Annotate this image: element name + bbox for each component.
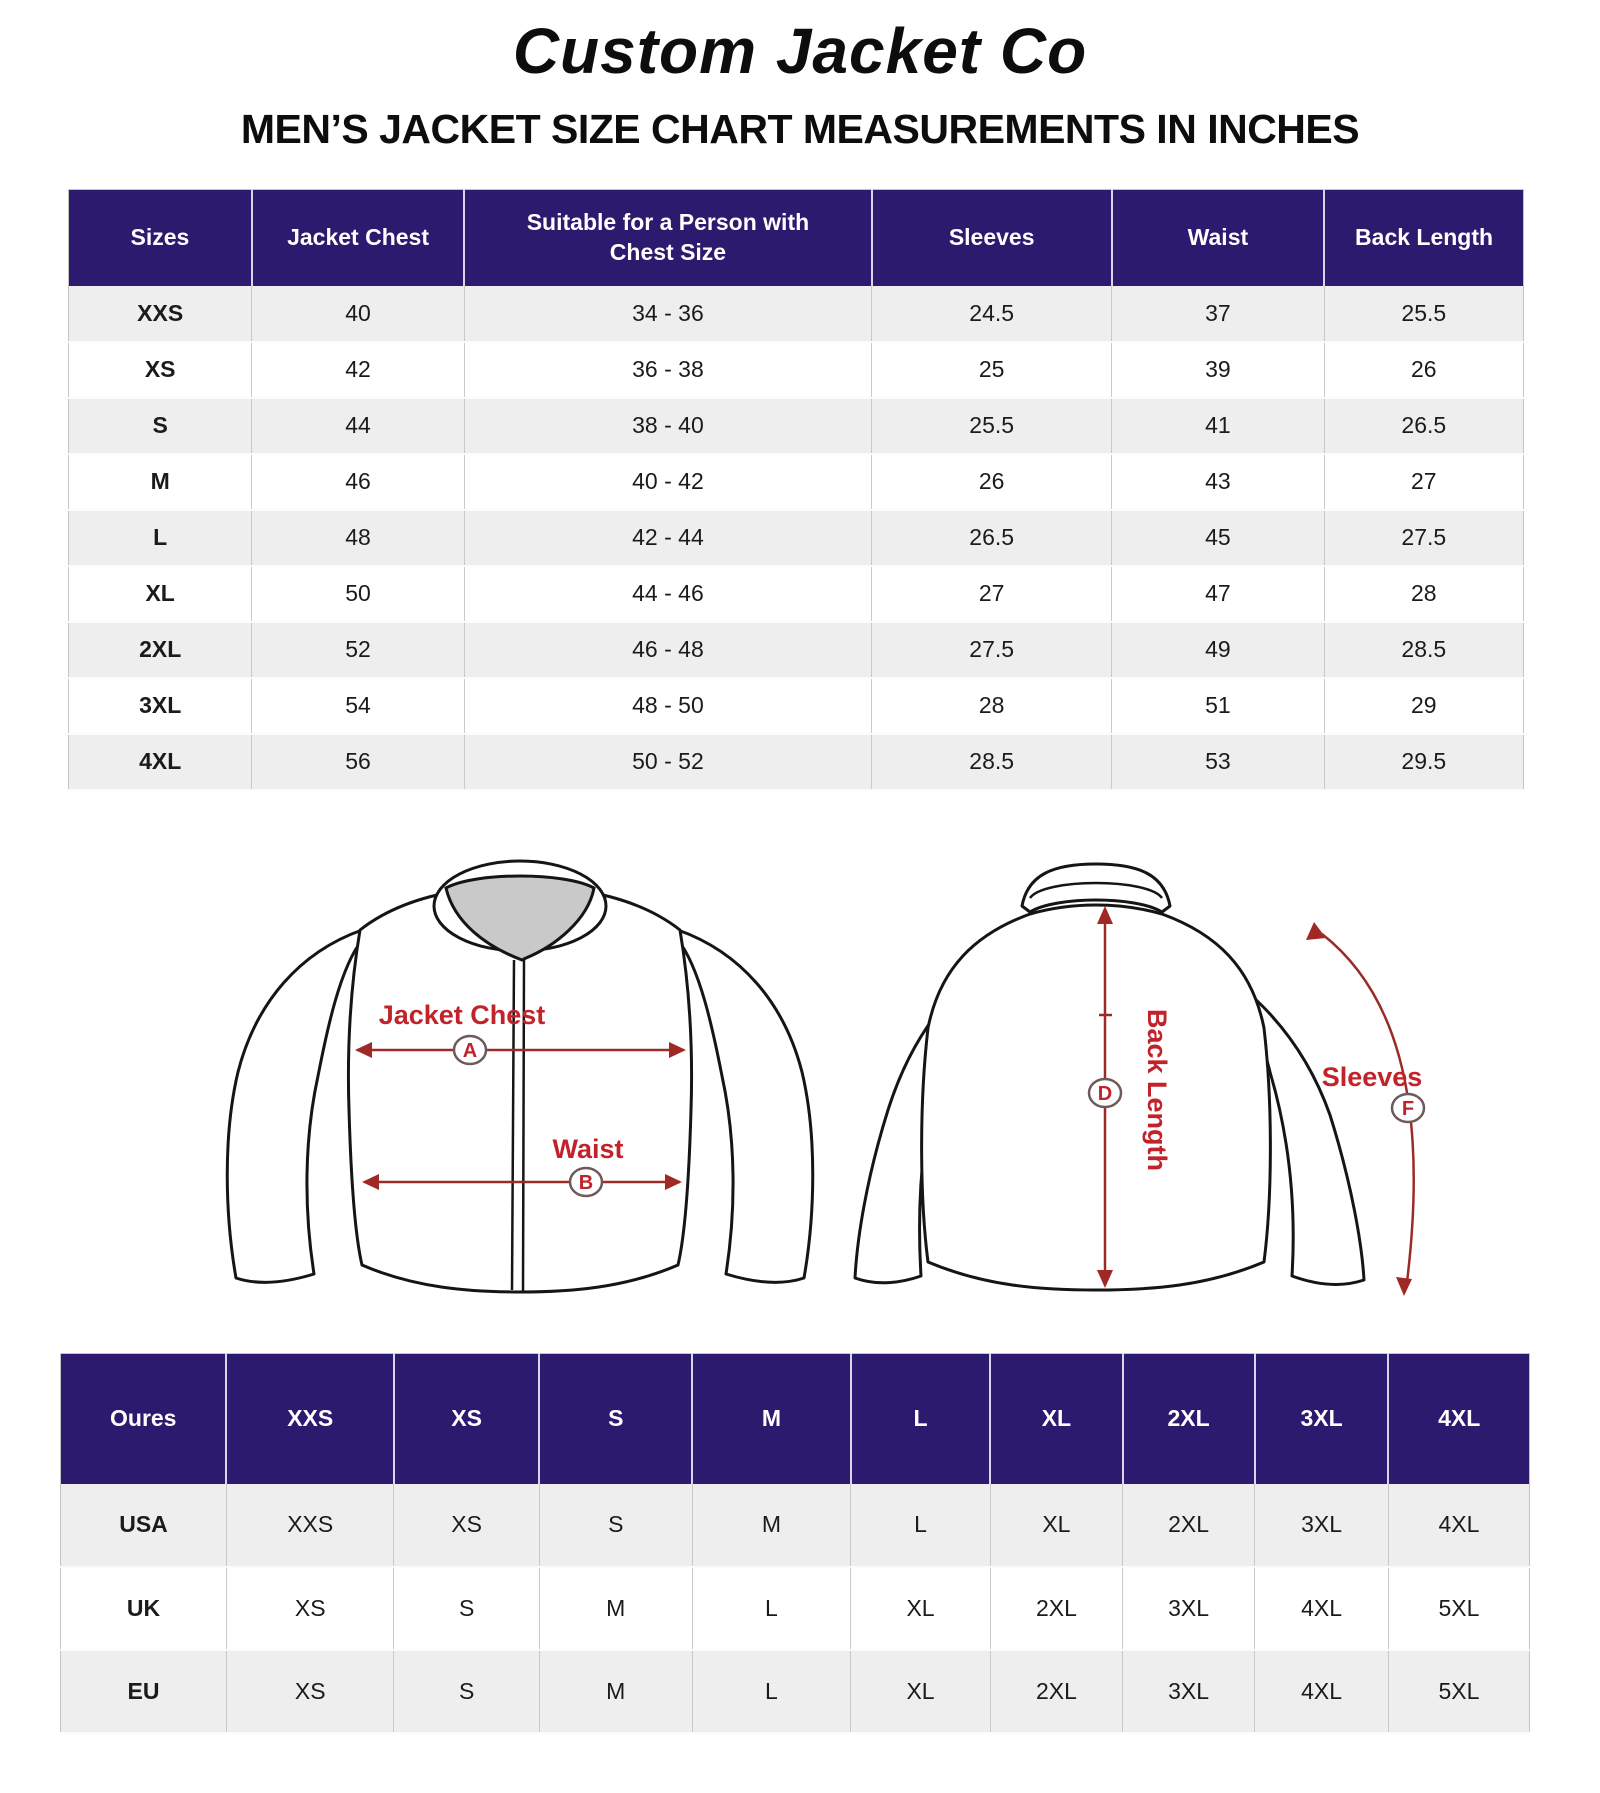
size_table-cell-0-3: 24.5 — [872, 286, 1112, 342]
size_table-cell-2-2: 38 - 40 — [464, 398, 871, 454]
conversion_table-row-1 — [61, 1567, 1530, 1650]
size_table-cell-0-0: XXS — [69, 286, 252, 342]
conversion_table-cell-0-2: XS — [394, 1484, 539, 1567]
conversion_table-cell-1-4: L — [692, 1567, 851, 1650]
size_table-cell-4-1: 48 — [252, 510, 464, 566]
size_table-cell-3-5: 27 — [1324, 454, 1523, 510]
conversion_table-header-col-7: 2XL — [1123, 1354, 1255, 1484]
size_table-cell-8-2: 50 - 52 — [464, 734, 871, 790]
conversion_table-cell-2-6: 2XL — [990, 1650, 1122, 1733]
size_table-cell-1-2: 36 - 38 — [464, 342, 871, 398]
size_table-cell-3-4: 43 — [1112, 454, 1324, 510]
jacket-measurement-diagram — [0, 810, 1600, 1330]
conversion_table-header-col-1: XXS — [226, 1354, 393, 1484]
conversion_table-cell-2-0: EU — [61, 1650, 227, 1733]
waist-label: Waist — [552, 1134, 624, 1164]
size_table-cell-4-0: L — [69, 510, 252, 566]
size-conversion-table-container — [60, 1353, 1530, 1734]
size_table-row-6 — [69, 622, 1524, 678]
size_table-cell-2-1: 44 — [252, 398, 464, 454]
size_table-cell-0-5: 25.5 — [1324, 286, 1523, 342]
front-left-sleeve — [227, 930, 362, 1282]
conversion_table-cell-2-1: XS — [226, 1650, 393, 1733]
page-subtitle: MEN’S JACKET SIZE CHART MEASUREMENTS IN INCHES — [240, 106, 1360, 152]
conversion_table-header-col-3: S — [539, 1354, 692, 1484]
size_table-row-4 — [69, 510, 1524, 566]
size_table-row-7 — [69, 678, 1524, 734]
size_table-cell-3-3: 26 — [872, 454, 1112, 510]
size_table-cell-4-5: 27.5 — [1324, 510, 1523, 566]
size_table-cell-8-4: 53 — [1112, 734, 1324, 790]
size_table-cell-2-5: 26.5 — [1324, 398, 1523, 454]
back-length-label: Back Length — [1142, 1008, 1172, 1172]
conversion_table-cell-0-5: L — [851, 1484, 991, 1567]
size_table-row-8 — [69, 734, 1524, 790]
conversion_table-cell-0-6: XL — [990, 1484, 1122, 1567]
chest-letter: A — [462, 1040, 478, 1062]
brand-title: Custom Jacket Co — [512, 15, 1088, 87]
conversion_table-header-col-2: XS — [394, 1354, 539, 1484]
size_table-cell-2-4: 41 — [1112, 398, 1324, 454]
size_table-cell-7-5: 29 — [1324, 678, 1523, 734]
conversion_table-header-col-4: M — [692, 1354, 851, 1484]
size_table-cell-5-2: 44 - 46 — [464, 566, 871, 622]
back-length-letter: D — [1097, 1083, 1113, 1105]
size_table-cell-1-3: 25 — [872, 342, 1112, 398]
conversion_table-cell-1-6: 2XL — [990, 1567, 1122, 1650]
conversion_table-cell-0-0: USA — [61, 1484, 227, 1567]
conversion_table-cell-0-3: S — [539, 1484, 692, 1567]
size_table-cell-5-0: XL — [69, 566, 252, 622]
sleeves-letter: F — [1401, 1098, 1415, 1120]
size-conversion-table — [60, 1353, 1530, 1734]
jacket-diagram-svg — [0, 810, 1600, 1330]
size_table-cell-0-4: 37 — [1112, 286, 1324, 342]
back-jacket-drawing — [855, 864, 1424, 1296]
size_table-row-2 — [69, 398, 1524, 454]
size-measurements-table — [68, 189, 1524, 791]
size_table-header-col-3: Sleeves — [872, 190, 1112, 286]
size_table-cell-8-1: 56 — [252, 734, 464, 790]
size_table-row-3 — [69, 454, 1524, 510]
conversion_table-cell-1-5: XL — [851, 1567, 991, 1650]
size_table-cell-3-2: 40 - 42 — [464, 454, 871, 510]
size_table-row-1 — [69, 342, 1524, 398]
size_table-cell-0-2: 34 - 36 — [464, 286, 871, 342]
conversion_table-cell-1-8: 4XL — [1255, 1567, 1389, 1650]
conversion_table-cell-0-7: 2XL — [1123, 1484, 1255, 1567]
size_table-cell-6-4: 49 — [1112, 622, 1324, 678]
conversion_table-cell-1-0: UK — [61, 1567, 227, 1650]
size_table-cell-7-2: 48 - 50 — [464, 678, 871, 734]
size_table-cell-8-0: 4XL — [69, 734, 252, 790]
conversion_table-header-row — [61, 1354, 1530, 1484]
conversion_table-cell-2-3: M — [539, 1650, 692, 1733]
size_table-cell-1-5: 26 — [1324, 342, 1523, 398]
size_table-cell-6-0: 2XL — [69, 622, 252, 678]
conversion_table-header-col-5: L — [851, 1354, 991, 1484]
size_table-cell-7-1: 54 — [252, 678, 464, 734]
sleeves-label: Sleeves — [1321, 1062, 1423, 1092]
conversion_table-cell-1-1: XS — [226, 1567, 393, 1650]
size_table-header-col-1: Jacket Chest — [252, 190, 464, 286]
size_table-header-col-2: Suitable for a Person with Chest Size — [464, 190, 871, 286]
size_table-header-col-4: Waist — [1112, 190, 1324, 286]
conversion_table-cell-2-4: L — [692, 1650, 851, 1733]
size_table-cell-3-1: 46 — [252, 454, 464, 510]
size_table-cell-0-1: 40 — [252, 286, 464, 342]
size_table-row-0 — [69, 286, 1524, 342]
size_table-cell-6-5: 28.5 — [1324, 622, 1523, 678]
chest-label: Jacket Chest — [378, 1000, 546, 1030]
size_table-row-5 — [69, 566, 1524, 622]
conversion_table-cell-1-2: S — [394, 1567, 539, 1650]
conversion_table-header-col-0: Oures — [61, 1354, 227, 1484]
size_table-header-col-5: Back Length — [1324, 190, 1523, 286]
conversion_table-cell-1-7: 3XL — [1123, 1567, 1255, 1650]
size_table-cell-8-3: 28.5 — [872, 734, 1112, 790]
size_table-cell-6-3: 27.5 — [872, 622, 1112, 678]
size_table-cell-1-0: XS — [69, 342, 252, 398]
conversion_table-row-2 — [61, 1650, 1530, 1733]
size_table-cell-7-4: 51 — [1112, 678, 1324, 734]
front-jacket-drawing — [227, 861, 813, 1292]
size-measurements-table-container — [68, 189, 1524, 791]
conversion_table-cell-0-1: XXS — [226, 1484, 393, 1567]
front-right-sleeve — [678, 930, 813, 1282]
size_table-header-col-0: Sizes — [69, 190, 252, 286]
conversion_table-cell-1-3: M — [539, 1567, 692, 1650]
size_table-cell-7-3: 28 — [872, 678, 1112, 734]
size_table-cell-2-3: 25.5 — [872, 398, 1112, 454]
conversion_table-row-0 — [61, 1484, 1530, 1567]
size_table-cell-1-1: 42 — [252, 342, 464, 398]
size_table-cell-4-2: 42 - 44 — [464, 510, 871, 566]
size_table-cell-2-0: S — [69, 398, 252, 454]
conversion_table-cell-2-8: 4XL — [1255, 1650, 1389, 1733]
size_table-cell-5-5: 28 — [1324, 566, 1523, 622]
conversion_table-header-col-8: 3XL — [1255, 1354, 1389, 1484]
size_table-cell-6-1: 52 — [252, 622, 464, 678]
size_table-cell-6-2: 46 - 48 — [464, 622, 871, 678]
size_table-cell-5-4: 47 — [1112, 566, 1324, 622]
size_table-cell-5-3: 27 — [872, 566, 1112, 622]
conversion_table-header-col-9: 4XL — [1388, 1354, 1529, 1484]
conversion_table-cell-0-9: 4XL — [1388, 1484, 1529, 1567]
conversion_table-cell-2-9: 5XL — [1388, 1650, 1529, 1733]
conversion_table-header-col-6: XL — [990, 1354, 1122, 1484]
waist-letter: B — [578, 1172, 594, 1194]
size_table-cell-8-5: 29.5 — [1324, 734, 1523, 790]
size_table-header-row — [69, 190, 1524, 286]
conversion_table-cell-2-5: XL — [851, 1650, 991, 1733]
size_table-cell-5-1: 50 — [252, 566, 464, 622]
size_table-cell-7-0: 3XL — [69, 678, 252, 734]
conversion_table-cell-0-8: 3XL — [1255, 1484, 1389, 1567]
conversion_table-cell-2-7: 3XL — [1123, 1650, 1255, 1733]
size_table-cell-4-3: 26.5 — [872, 510, 1112, 566]
size_table-cell-3-0: M — [69, 454, 252, 510]
conversion_table-cell-2-2: S — [394, 1650, 539, 1733]
size_table-cell-4-4: 45 — [1112, 510, 1324, 566]
conversion_table-cell-1-9: 5XL — [1388, 1567, 1529, 1650]
conversion_table-cell-0-4: M — [692, 1484, 851, 1567]
size_table-cell-1-4: 39 — [1112, 342, 1324, 398]
